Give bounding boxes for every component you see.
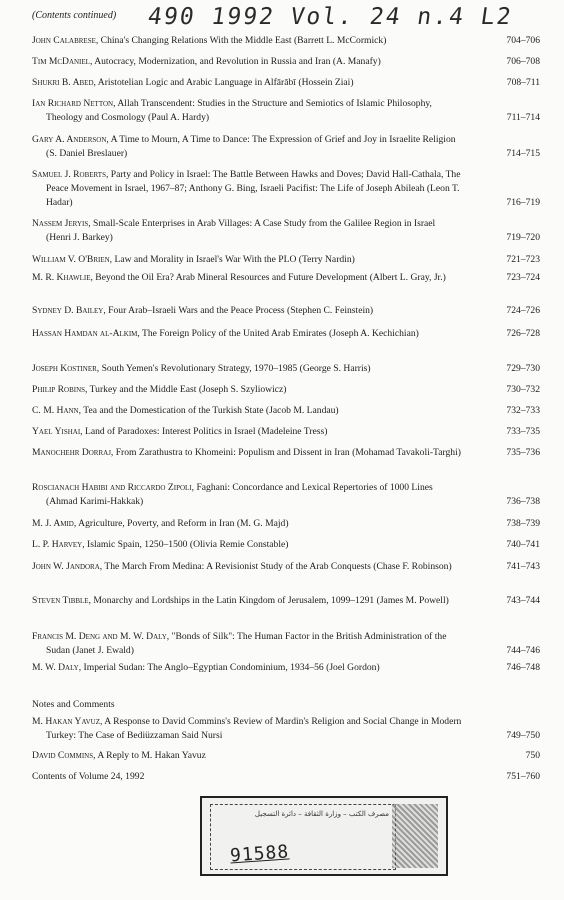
list-item bbox=[32, 661, 540, 675]
entry-title: , A Response to David Commins's Review of Mardin's Religion and Social Change in Modern Turkey: The Case of Bediüzzaman Said Nursi bbox=[46, 716, 462, 742]
entry-pages: 736–738 bbox=[506, 496, 540, 508]
entry-author: Shukri B. Abed bbox=[32, 77, 94, 88]
entry-title: , Party and Policy in Israel: The Battle Between Hawks and Doves; David Hall-Cathala, The Peace Movement in Israel, 1967–87; Anthony G. Bing, Israeli Pacifist: The Life of Joseph Abileah (Leon T. Hadar) bbox=[46, 169, 461, 209]
notes-heading: Notes and Comments bbox=[32, 699, 115, 710]
entry-title: Contents of Volume 24, 1992 bbox=[32, 771, 145, 782]
entry-author: Philip Robins bbox=[32, 384, 86, 395]
entry-text bbox=[32, 55, 462, 69]
list-item bbox=[32, 168, 540, 211]
entry-author: John Calabrese bbox=[32, 35, 96, 46]
entry-text bbox=[32, 34, 462, 48]
list-item bbox=[32, 715, 540, 743]
entry-title: , Four Arab–Israeli Wars and the Peace Process (Stephen C. Feinstein) bbox=[103, 305, 374, 316]
entry-author: M. R. Khawlie bbox=[32, 272, 91, 283]
entry-pages: 732–733 bbox=[506, 405, 540, 416]
entry-text bbox=[32, 594, 462, 608]
entry-pages: 724–726 bbox=[506, 305, 540, 316]
entry-author: John W. Jandora bbox=[32, 561, 100, 572]
entry-text bbox=[32, 770, 462, 784]
entry-text bbox=[32, 749, 462, 763]
entry-title: , Land of Paradoxes: Interest Politics in Israel (Madeleine Tress) bbox=[80, 426, 328, 437]
entry-title: , Small-Scale Enterprises in Arab Villages: A Case Study from the Galilee Region in Israel (Henri J. Barkey) bbox=[46, 218, 436, 244]
entry-title: , "Bonds of Silk": The Human Factor in the British Administration of the Sudan (Janet J. Ewald) bbox=[46, 631, 447, 657]
entry-pages: 706–708 bbox=[506, 56, 540, 67]
entry-text bbox=[32, 168, 462, 211]
list-item bbox=[32, 538, 540, 552]
stamp-emblem bbox=[392, 804, 438, 868]
list-item bbox=[32, 327, 540, 341]
entry-pages: 730–732 bbox=[506, 384, 540, 395]
entry-author: Samuel J. Roberts bbox=[32, 169, 106, 180]
entry-pages: 751–760 bbox=[506, 771, 540, 782]
entry-title: , The March From Medina: A Revisionist Study of the Arab Conquests (Chase F. Robinson) bbox=[99, 561, 452, 572]
entry-author: Manochehr Dorraj bbox=[32, 447, 111, 458]
entry-author: David Commins bbox=[32, 750, 94, 761]
entry-text bbox=[32, 425, 462, 439]
entry-title: , Turkey and the Middle East (Joseph S. Szyliowicz) bbox=[85, 384, 287, 395]
list-item bbox=[32, 34, 540, 48]
library-stamp bbox=[200, 796, 448, 876]
stamp-number: 91588 bbox=[229, 841, 290, 867]
entry-author: L. P. Harvey bbox=[32, 539, 83, 550]
list-item bbox=[32, 97, 540, 125]
entry-pages: 741–743 bbox=[506, 561, 540, 572]
entry-text bbox=[32, 133, 462, 161]
list-item bbox=[32, 271, 540, 285]
list-item bbox=[32, 383, 540, 397]
entry-title: , Monarchy and Lordships in the Latin Kingdom of Jerusalem, 1099–1291 (James M. Powell) bbox=[88, 595, 449, 606]
entry-title: , The Foreign Policy of the United Arab Emirates (Joseph A. Kechichian) bbox=[137, 328, 419, 339]
entry-author: M. W. Daly bbox=[32, 662, 79, 673]
handwritten-note: 490 1992 Vol. 24 n.4 L2 bbox=[146, 4, 515, 30]
stamp-arabic-text: مصرف الكتب – وزارة الثقافة – دائرة التسجيل bbox=[210, 804, 396, 870]
entry-text bbox=[32, 217, 462, 245]
entry-author: M. J. Amid bbox=[32, 518, 74, 529]
entry-pages: 711–714 bbox=[506, 112, 540, 124]
list-item bbox=[32, 517, 540, 531]
entry-title: , Law and Morality in Israel's War With the PLO (Terry Nardin) bbox=[109, 254, 355, 265]
entry-author: M. Hakan Yavuz bbox=[32, 716, 100, 727]
entry-pages: 738–739 bbox=[506, 518, 540, 529]
entry-pages: 723–724 bbox=[506, 272, 540, 283]
entry-text bbox=[32, 76, 462, 90]
entry-author: Hassan Hamdan al-Alkim bbox=[32, 328, 138, 339]
entry-author: Roscianach Habibi and Riccardo Zipoli bbox=[32, 482, 192, 493]
entry-pages: 719–720 bbox=[506, 232, 540, 244]
entry-title: , Imperial Sudan: The Anglo–Egyptian Condominium, 1934–56 (Joel Gordon) bbox=[78, 662, 380, 673]
entry-text bbox=[32, 383, 462, 397]
entry-pages: 714–715 bbox=[506, 148, 540, 160]
entry-author: Gary A. Anderson bbox=[32, 134, 107, 145]
entry-title: , A Time to Mourn, A Time to Dance: The Expression of Grief and Joy in Israelite Religion (S. Daniel Breslauer) bbox=[46, 134, 456, 160]
entry-author: Joseph Kostiner bbox=[32, 363, 97, 374]
entry-text bbox=[32, 271, 462, 285]
entry-pages: 704–706 bbox=[506, 35, 540, 46]
entry-author: C. M. Hann bbox=[32, 405, 79, 416]
entry-pages: 708–711 bbox=[506, 77, 540, 88]
list-item bbox=[32, 76, 540, 90]
entry-text bbox=[32, 446, 462, 460]
entry-pages: 743–744 bbox=[506, 595, 540, 606]
entry-pages: 749–750 bbox=[506, 730, 540, 742]
entry-text bbox=[32, 97, 462, 125]
entry-pages: 733–735 bbox=[506, 426, 540, 437]
entry-pages: 721–723 bbox=[506, 254, 540, 265]
entry-text bbox=[32, 538, 462, 552]
entry-text bbox=[32, 304, 462, 318]
entry-text bbox=[32, 560, 462, 574]
entry-title: , Tea and the Domestication of the Turkish State (Jacob M. Landau) bbox=[78, 405, 339, 416]
list-item bbox=[32, 749, 540, 763]
entry-text bbox=[32, 630, 462, 658]
list-item bbox=[32, 217, 540, 245]
entry-pages: 750 bbox=[525, 750, 540, 761]
entry-title: , Islamic Spain, 1250–1500 (Olivia Remie Constable) bbox=[82, 539, 289, 550]
list-item bbox=[32, 594, 540, 608]
entry-title: , Aristotelian Logic and Arabic Language in Alfārābī (Hossein Ziai) bbox=[93, 77, 354, 88]
entry-title: , South Yemen's Revolutionary Strategy, 1970–1985 (George S. Harris) bbox=[96, 363, 371, 374]
list-item bbox=[32, 630, 540, 658]
contents-continued-label: (Contents continued) bbox=[32, 10, 117, 21]
list-item bbox=[32, 770, 540, 784]
entry-title: , Allah Transcendent: Studies in the Structure and Semiotics of Islamic Philosophy, Theology and Cosmology (Paul A. Hardy) bbox=[46, 98, 432, 124]
entry-author: Ian Richard Netton bbox=[32, 98, 114, 109]
entry-text bbox=[32, 253, 462, 267]
entry-pages: 746–748 bbox=[506, 662, 540, 673]
entry-pages: 735–736 bbox=[506, 447, 540, 458]
entry-author: William V. O'Brien bbox=[32, 254, 110, 265]
list-item bbox=[32, 404, 540, 418]
entry-title: , China's Changing Relations With the Middle East (Barrett L. McCormick) bbox=[95, 35, 387, 46]
entry-pages: 729–730 bbox=[506, 363, 540, 374]
entry-author: Tim McDaniel bbox=[32, 56, 90, 67]
list-item bbox=[32, 362, 540, 376]
entry-title: , Autocracy, Modernization, and Revolution in Russia and Iran (A. Manafy) bbox=[89, 56, 381, 67]
entry-author: Sydney D. Bailey bbox=[32, 305, 104, 316]
list-item bbox=[32, 55, 540, 69]
list-item bbox=[32, 253, 540, 267]
entry-pages: 716–719 bbox=[506, 197, 540, 209]
entry-author: Yael Yishai bbox=[32, 426, 81, 437]
entry-title: , Faghani: Concordance and Lexical Repertories of 1000 Lines (Ahmad Karimi-Hakkak) bbox=[46, 482, 433, 508]
entry-text bbox=[32, 715, 462, 743]
entry-text bbox=[32, 661, 462, 675]
entry-text bbox=[32, 362, 462, 376]
entry-author: Francis M. Deng and M. W. Daly bbox=[32, 631, 167, 642]
entry-pages: 726–728 bbox=[506, 328, 540, 339]
list-item bbox=[32, 560, 540, 574]
entry-text bbox=[32, 327, 462, 341]
entry-author: Nassem Jeryis bbox=[32, 218, 89, 229]
list-item bbox=[32, 481, 540, 509]
entry-pages: 740–741 bbox=[506, 539, 540, 550]
entry-title: , A Reply to M. Hakan Yavuz bbox=[93, 750, 206, 761]
list-item bbox=[32, 446, 540, 460]
entry-title: , Beyond the Oil Era? Arab Mineral Resources and Future Development (Albert L. Gray, Jr.) bbox=[90, 272, 446, 283]
list-item bbox=[32, 425, 540, 439]
entry-author: Steven Tibble bbox=[32, 595, 89, 606]
entry-title: , From Zarathustra to Khomeini: Populism and Dissent in Iran (Mohamad Tavakoli-Targhi) bbox=[110, 447, 461, 458]
entry-text bbox=[32, 517, 462, 531]
entry-title: , Agriculture, Poverty, and Reform in Iran (M. G. Majd) bbox=[73, 518, 289, 529]
list-item bbox=[32, 304, 540, 318]
entry-text bbox=[32, 404, 462, 418]
entry-text bbox=[32, 481, 462, 509]
list-item bbox=[32, 133, 540, 161]
entry-pages: 744–746 bbox=[506, 645, 540, 657]
